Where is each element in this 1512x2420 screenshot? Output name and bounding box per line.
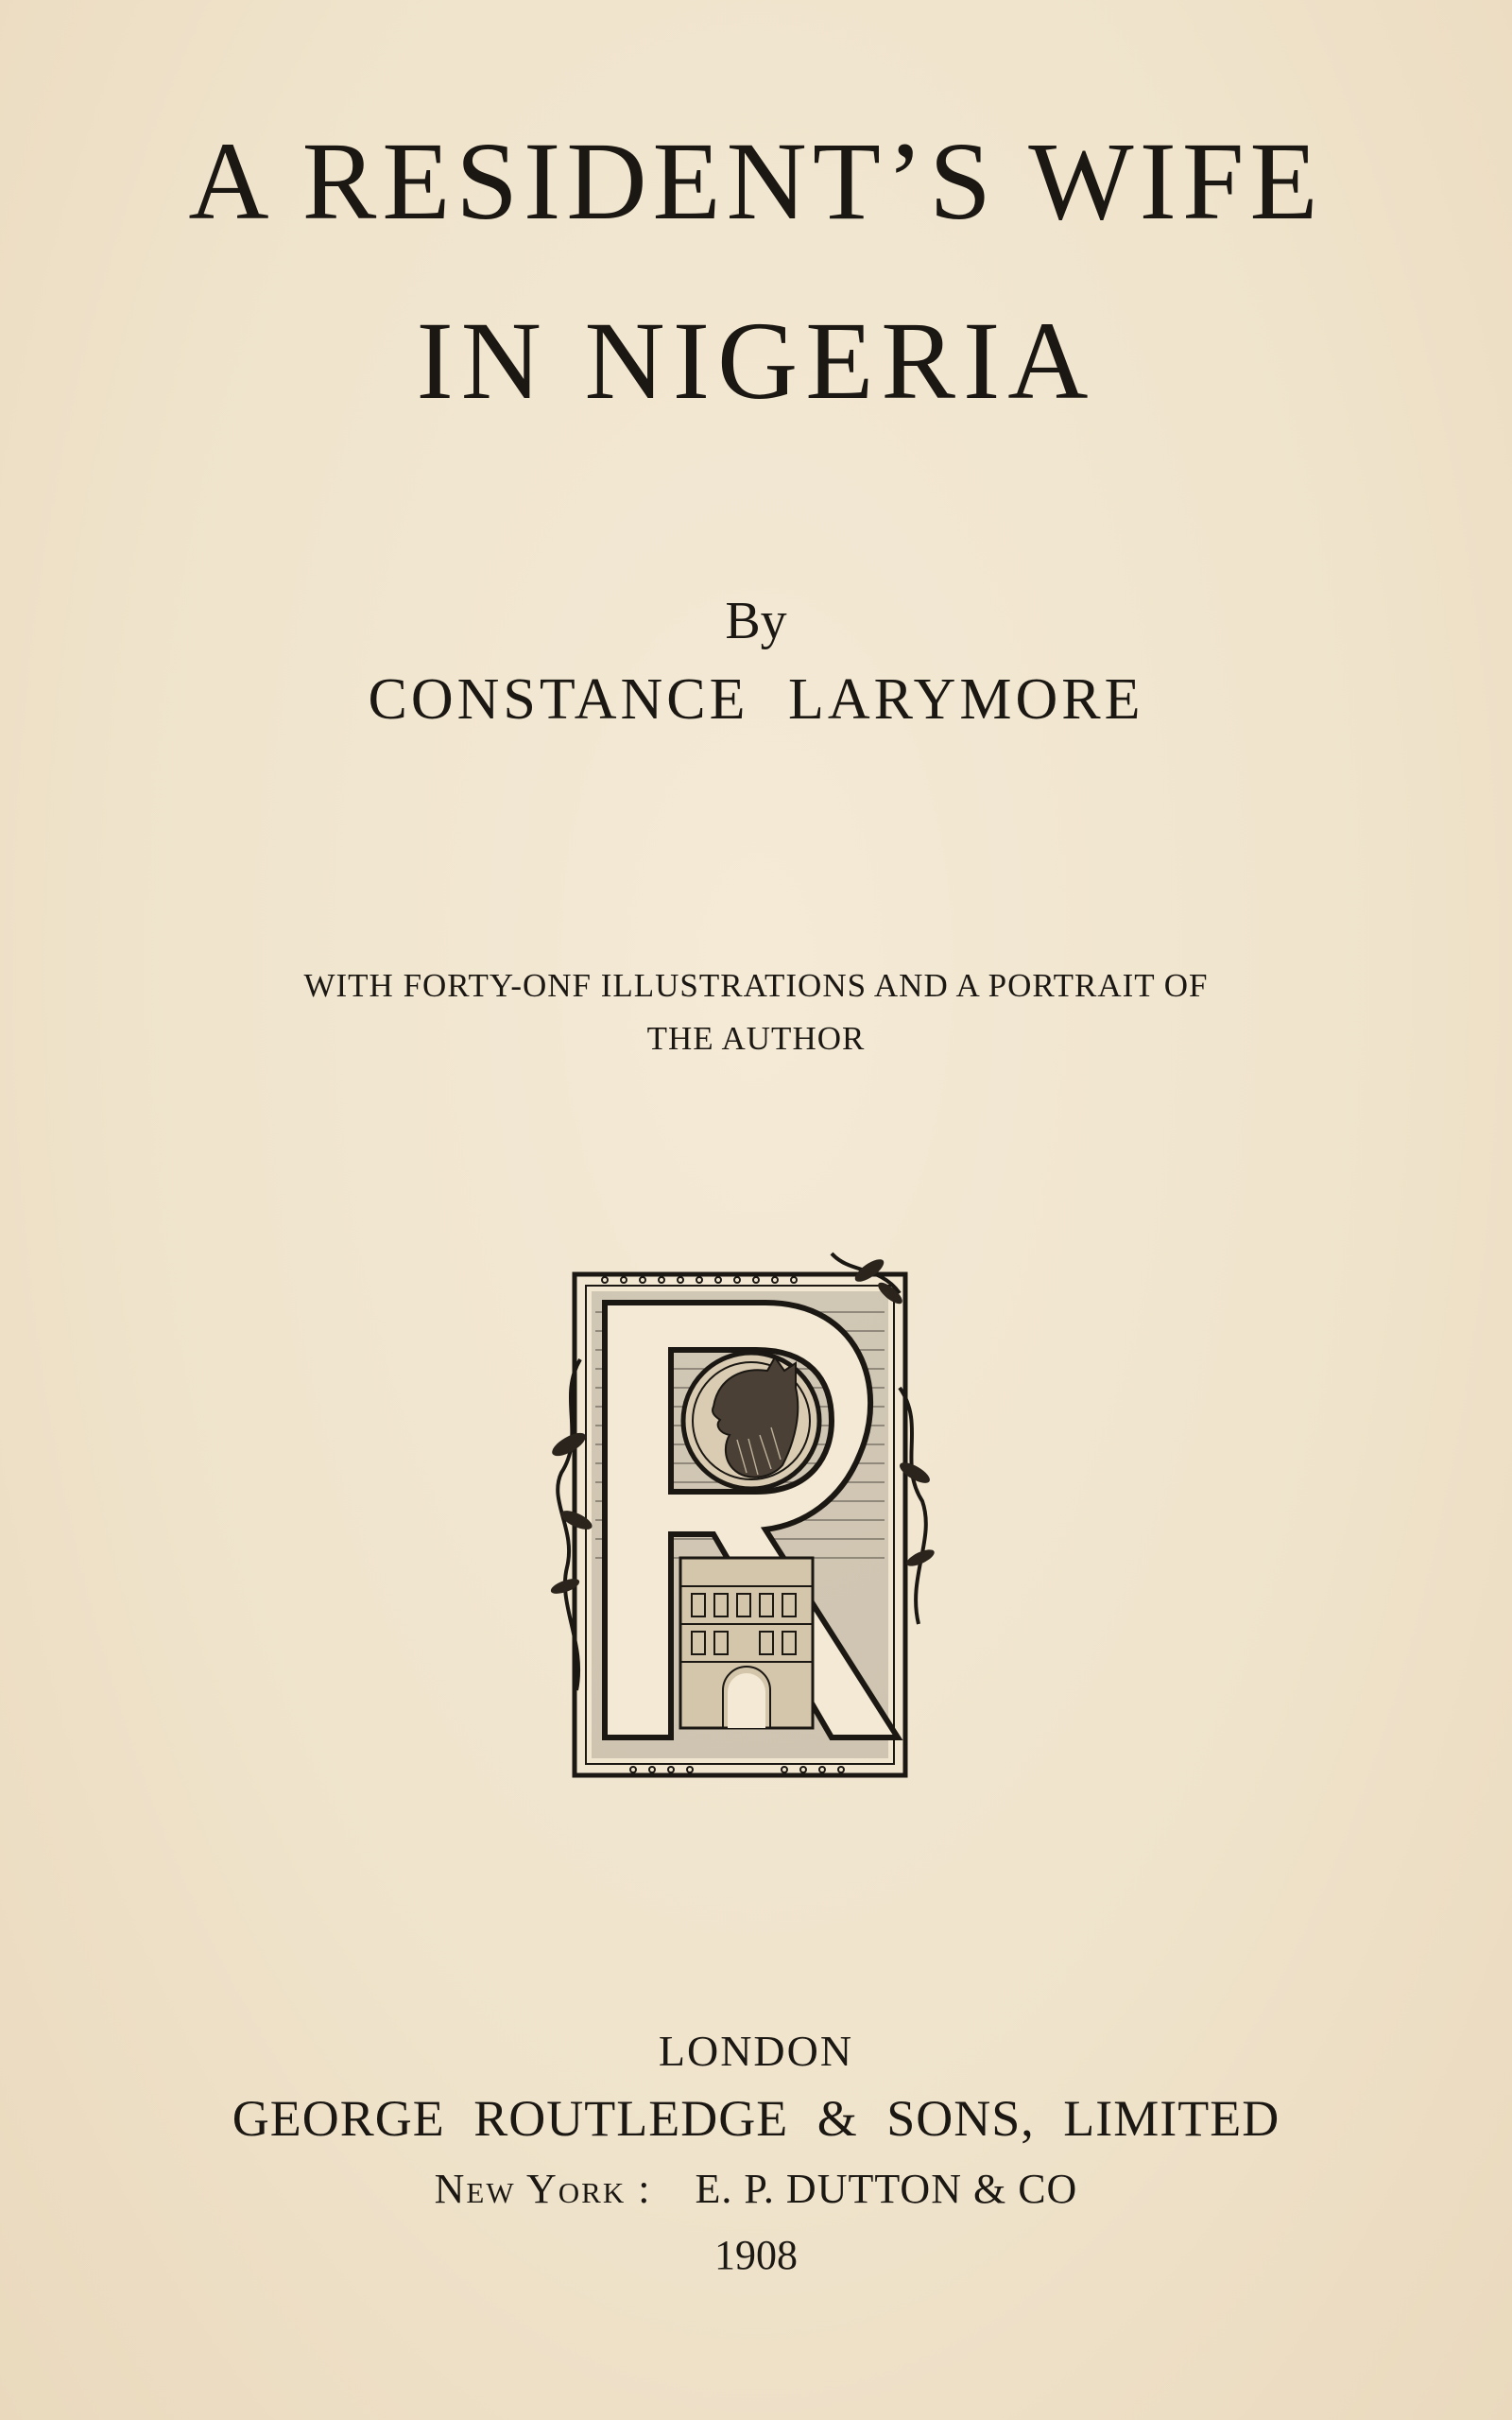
imprint-year: 1908 [714,2232,798,2278]
author-name: CONSTANCE LARYMORE [368,667,1144,732]
imprint-city: LONDON [658,2027,854,2075]
book-title-line-1: A RESIDENT’S WIFE [188,119,1324,243]
imprint-ny-label: New York : [434,2166,652,2212]
imprint-ny-publisher: E. P. DUTTON & CO [695,2166,1078,2212]
book-title-line-2: IN NIGERIA [416,299,1096,423]
illustrations-note-line-1: WITH FORTY-ONF ILLUSTRATIONS AND A PORTRAIT OF [303,967,1209,1004]
illustrations-note-line-2: THE AUTHOR [646,1020,866,1057]
imprint-publisher: GEORGE ROUTLEDGE & SONS, LIMITED [232,2090,1280,2147]
byline-by: By [725,592,787,650]
imprint-new-york [0,2161,1512,2218]
publisher-device-icon [548,1246,936,1804]
